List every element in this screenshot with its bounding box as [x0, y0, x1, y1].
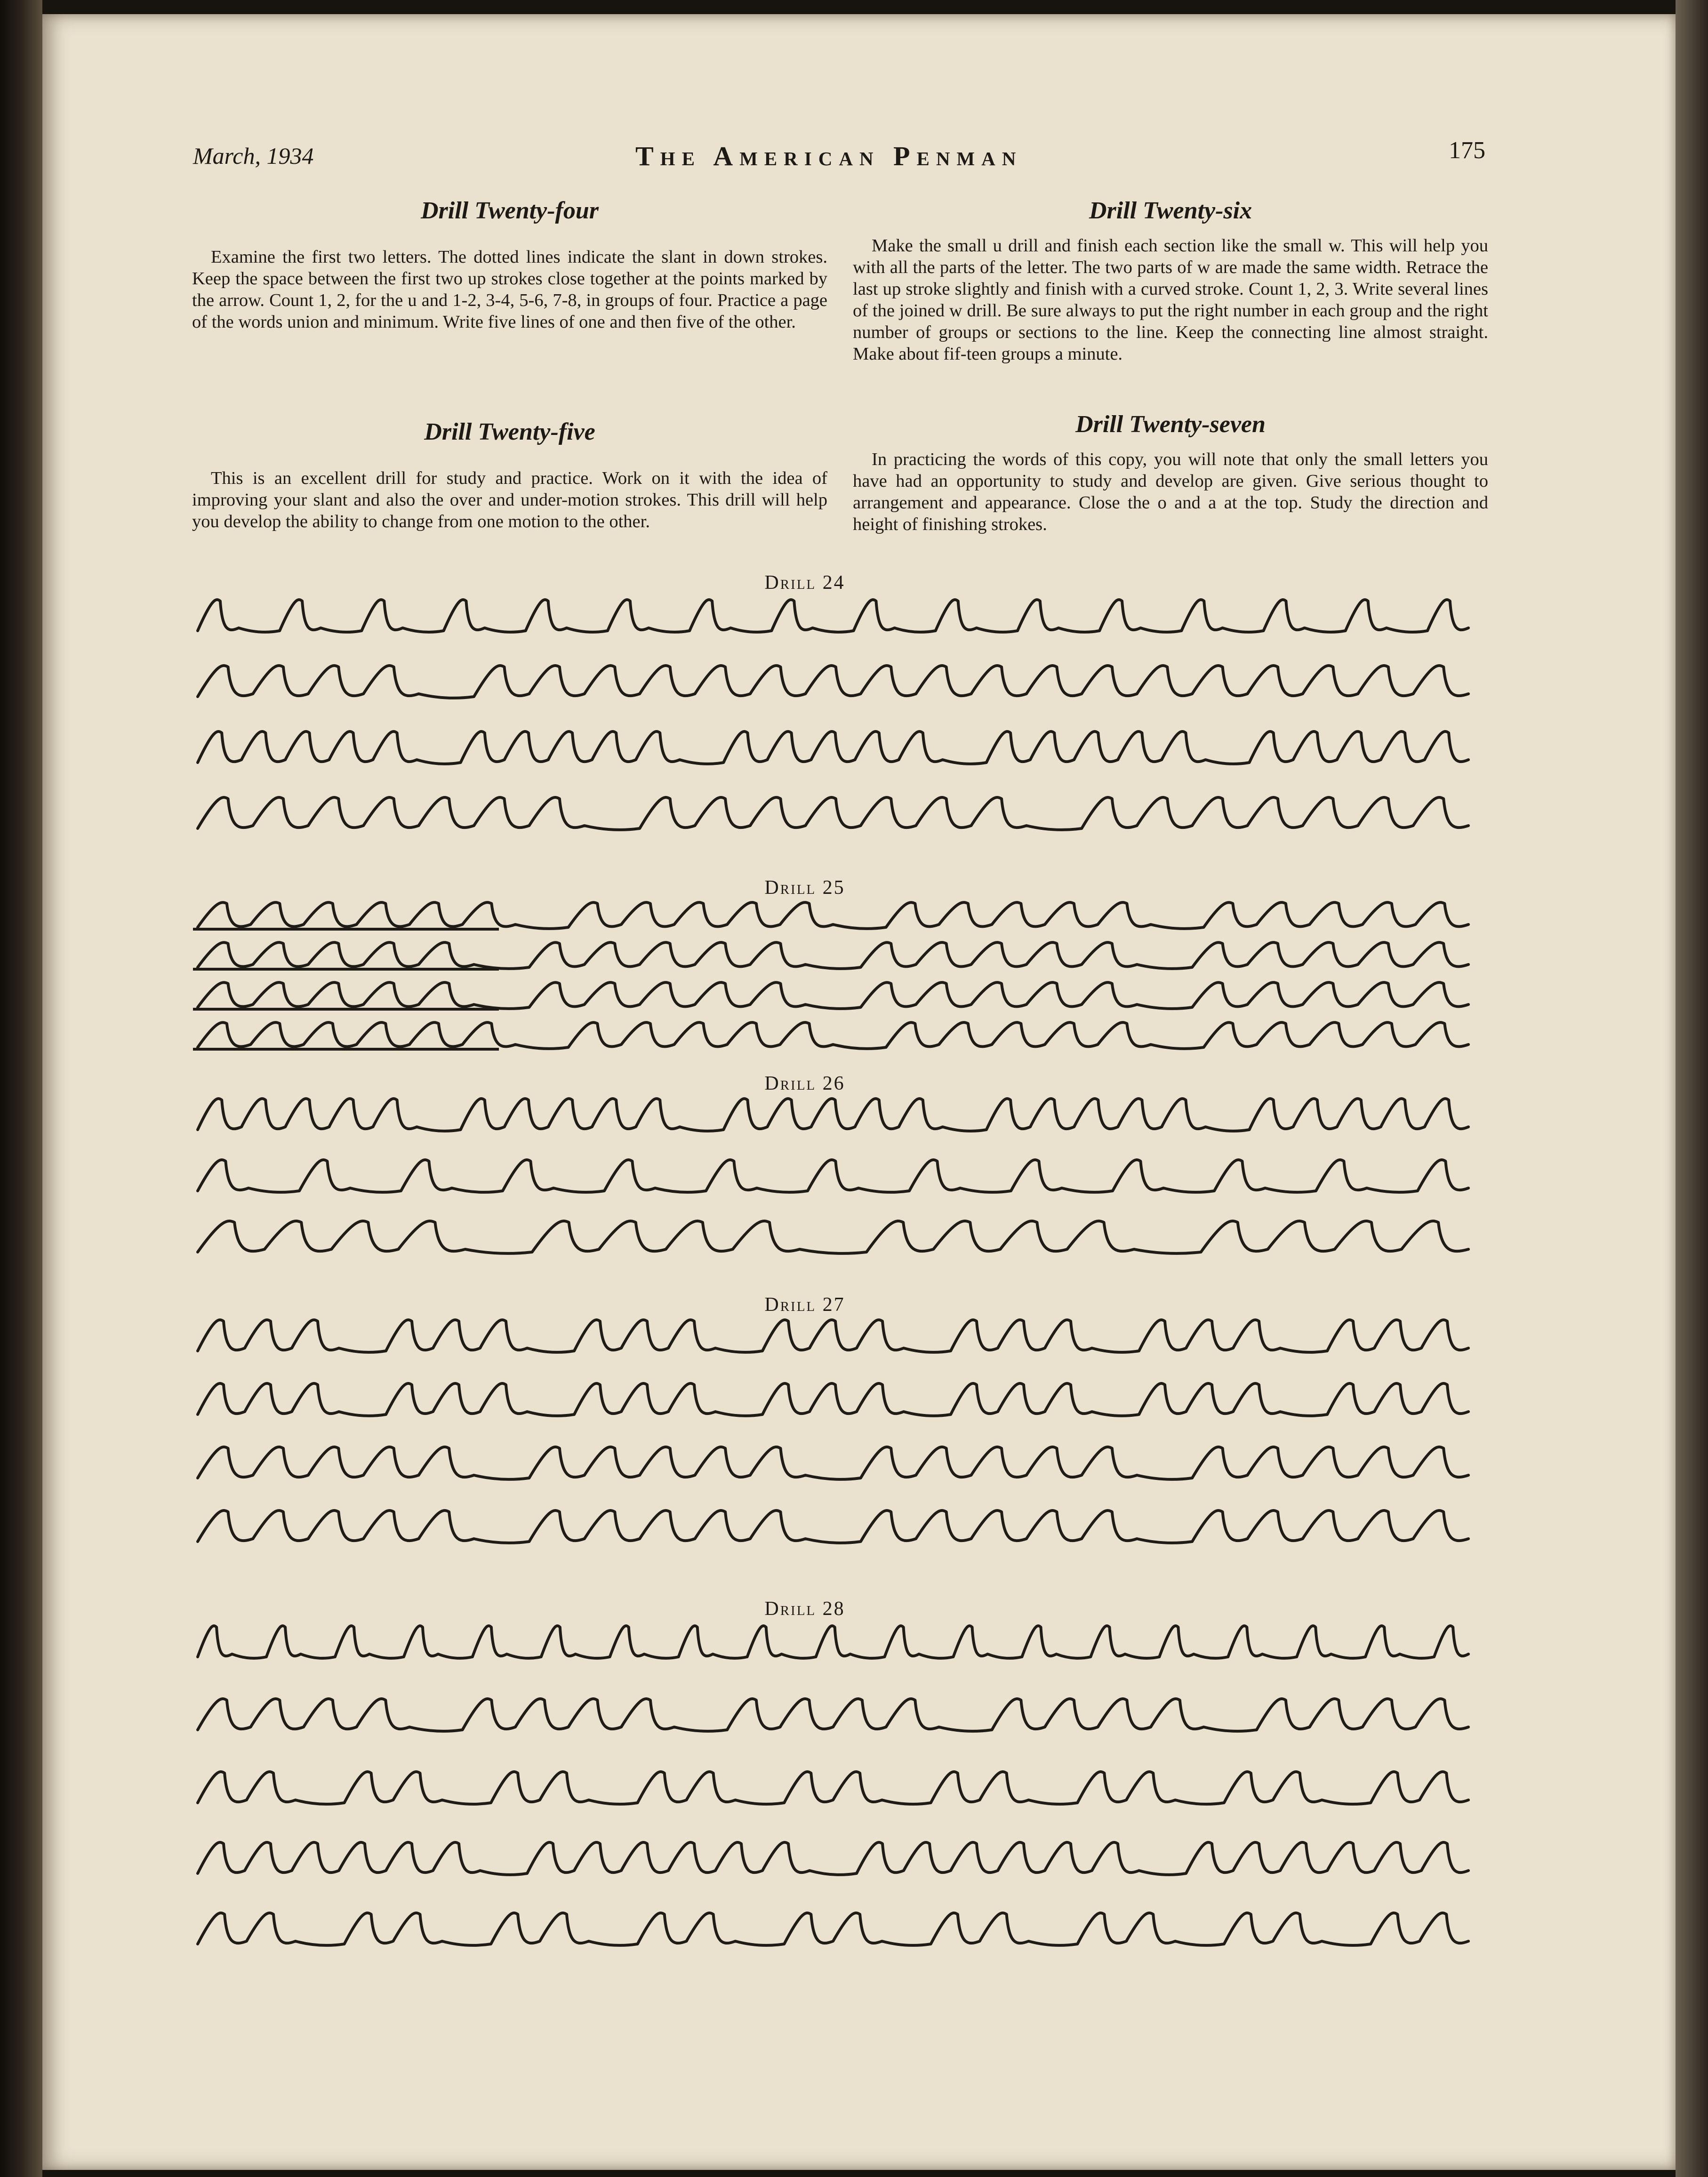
magazine-page [42, 14, 1676, 2170]
plate-drill-27 [198, 1318, 1506, 1586]
plate-24-line-2 [198, 666, 1468, 698]
plate-28-line-4 [198, 1842, 1468, 1875]
article-drill-27 [853, 410, 1488, 535]
drill-26-heading: Drill Twenty-six [1089, 197, 1252, 224]
plate-26-line-1 [198, 1099, 1468, 1131]
plate-27-line-1 [198, 1320, 1468, 1352]
page-edge [1676, 0, 1708, 2177]
plate-label-drill-28: Drill 28 [764, 1598, 845, 1620]
running-date: March, 1934 [193, 143, 314, 169]
plate-27-line-2 [198, 1383, 1468, 1416]
plate-25-line-1 [198, 902, 1468, 929]
drill-26-text: Make the small u drill and finish each section like the small w. This will help you with all the parts of the letter. The two parts of w are made the same width. Retrace the last up stroke slightly and finish with a curved stroke. Count 1, 2, 3. Write several lines of the joined w drill. Be sure always to put the right number in each group and the right number of groups or sections to the line. Keep the connecting line almost straight. Make about fif-teen groups a minute. [853, 236, 1488, 364]
plate-24-line-3 [198, 731, 1468, 764]
book-gutter [0, 0, 42, 2177]
article-drill-24 [192, 197, 827, 333]
plate-24-line-4 [198, 797, 1468, 830]
plate-24-line-1 [198, 600, 1468, 632]
drill-24-heading: Drill Twenty-four [421, 197, 599, 224]
plate-drill-24 [198, 598, 1506, 861]
plate-27-line-4 [198, 1510, 1468, 1543]
plate-25-line-4 [198, 1022, 1468, 1049]
plate-label-drill-25: Drill 25 [764, 877, 845, 899]
page-number: 175 [1449, 137, 1485, 164]
plate-25-line-3 [198, 982, 1468, 1009]
plate-25-line-2 [198, 942, 1468, 969]
plate-28-line-3 [198, 1772, 1468, 1804]
plate-27-line-3 [198, 1447, 1468, 1479]
drill-24-text: Examine the first two letters. The dotted lines indicate the slant in down strokes. Keep the space between the first two up strokes close together at the points marked by the arrow. Count 1, 2, for the u and 1-2, 3-4, 5-6, 7-8, in groups of four. Practice a page of the words union and minimum. Write five lines of one and then five of the other. [192, 247, 827, 332]
plate-label-drill-26: Drill 26 [764, 1073, 845, 1094]
running-title: The American Penman [635, 141, 1023, 171]
plate-label-drill-27: Drill 27 [764, 1294, 845, 1316]
plate-28-line-2 [198, 1699, 1468, 1731]
plate-label-drill-24: Drill 24 [764, 572, 845, 594]
plate-drill-28 [198, 1624, 1506, 1982]
drill-25-text: This is an excellent drill for study and practice. Work on it with the idea of improving your slant and also the over and under-motion strokes. This drill will help you develop the ability to change from one motion to the other. [192, 468, 827, 531]
article-drill-26 [853, 197, 1488, 365]
article-drill-25 [192, 418, 827, 532]
drill-27-heading: Drill Twenty-seven [1075, 411, 1266, 438]
drill-27-text: In practicing the words of this copy, you will note that only the small letters you have had an opportunity to study and develop are given. Give serious thought to arrangement and appearance. Close the o and a at the top. Study the direction and height of finishing strokes. [853, 450, 1488, 534]
plate-28-line-5 [198, 1913, 1468, 1945]
plate-28-line-1 [198, 1626, 1468, 1658]
plate-26-line-2 [198, 1160, 1468, 1192]
plate-drill-25 [198, 899, 1506, 1068]
plate-drill-26 [198, 1097, 1506, 1285]
drill-25-heading: Drill Twenty-five [424, 418, 595, 445]
plate-26-line-3 [198, 1221, 1468, 1253]
